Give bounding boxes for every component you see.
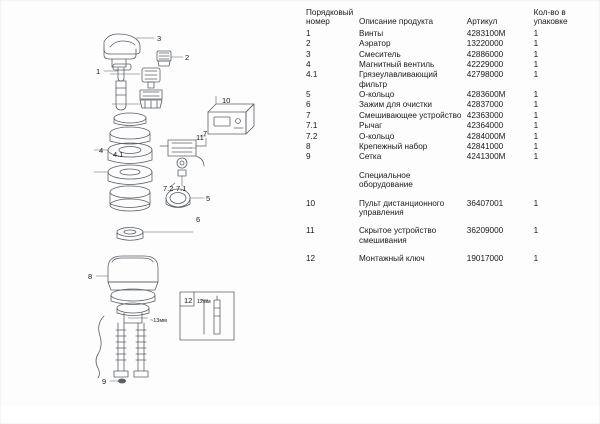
cell-no: 7: [306, 110, 311, 120]
cell-article: 42841000: [466, 141, 504, 151]
cell-no: 4: [306, 60, 311, 70]
table-row: [306, 131, 594, 141]
callout-4-1: 4.1: [113, 150, 124, 159]
cell-description: Скрытое устройство смешивания: [358, 226, 437, 245]
cell-qty: 1: [533, 198, 539, 208]
cell-article: 36407001: [466, 198, 504, 208]
cell-article: 42229000: [466, 60, 504, 70]
cell-no: 2: [306, 39, 311, 49]
cell-description: Зажим для очистки: [358, 100, 432, 110]
cell-article: 19017000: [466, 254, 504, 264]
cell-no: 1: [306, 28, 311, 38]
header-quantity: Кол-во в упаковке: [533, 8, 568, 27]
table-spacer: [306, 190, 594, 198]
callout-11: 11: [196, 133, 204, 142]
callout-3: 3: [157, 34, 162, 43]
cell-description: Пульт дистанционного управления: [358, 198, 445, 217]
cell-article: 13220000: [466, 39, 504, 49]
cell-description: Смеситель: [358, 49, 401, 59]
cell-no: 4.1: [306, 70, 318, 80]
cell-qty: 1: [533, 254, 539, 264]
cell-article: 36209000: [466, 226, 504, 236]
detail-box-notes: [150, 299, 211, 324]
part-washers-stack: [108, 113, 152, 211]
table-row: [306, 121, 594, 131]
cell-article: 42886000: [466, 49, 504, 59]
cell-no: 7.2: [306, 131, 318, 141]
cell-description: О-кольцо: [358, 131, 395, 141]
part-cleaning-clip: [117, 228, 143, 241]
cell-article: 4241300М: [466, 152, 506, 162]
part-remote-control: [208, 104, 254, 134]
callout-5: 5: [206, 194, 211, 203]
cell-qty: 1: [533, 49, 539, 59]
part-mesh-9: [118, 379, 126, 384]
table-row: [306, 28, 594, 38]
parts-table-container: [306, 8, 596, 264]
cell-qty: 1: [533, 121, 539, 131]
part-mixing-device: [160, 140, 206, 176]
cell-description: Смешивающее устройство: [358, 110, 462, 120]
cell-qty: 1: [533, 60, 539, 70]
cell-description: О-кольцо: [358, 90, 395, 100]
callout-9: 9: [102, 377, 107, 386]
table-row: [306, 60, 594, 70]
cell-qty: 1: [533, 110, 539, 120]
part-spout: [104, 34, 140, 67]
cell-qty: 1: [533, 141, 539, 151]
cell-no: 8: [306, 141, 311, 151]
table-row: [306, 198, 594, 218]
cell-no: 9: [306, 152, 311, 162]
part-faucet-body: [108, 256, 158, 323]
cell-description: Грязеулавливающий фильтр: [358, 70, 438, 89]
callout-7: 7: [203, 129, 208, 138]
table-spacer: [306, 245, 594, 253]
detail-note-b: ~13мм: [150, 318, 167, 324]
part-filter: [140, 100, 162, 108]
callout-7-1: 7.1: [176, 184, 187, 193]
callout-4: 4: [99, 146, 104, 155]
cell-qty: 1: [533, 39, 539, 49]
cell-description: Монтажный ключ: [358, 254, 425, 264]
cell-no: 3: [306, 49, 311, 59]
detail-note-a: 12мм: [197, 299, 211, 305]
cell-no: 6: [306, 100, 311, 110]
cell-article: 4283600М: [466, 90, 506, 100]
callout-labels: [88, 34, 230, 386]
cell-qty: 1: [533, 90, 539, 100]
callout-7-2: 7.2: [163, 184, 174, 193]
callout-12: 12: [184, 296, 193, 305]
page-bottom-margin: [0, 406, 600, 424]
cell-qty: 1: [533, 226, 539, 236]
cell-article: 42363000: [466, 110, 504, 120]
cell-no: 12: [306, 254, 316, 264]
table-row: [306, 141, 594, 151]
part-hoses: [96, 316, 148, 378]
callout-1: 1: [96, 67, 101, 76]
callout-8: 8: [88, 272, 93, 281]
header-order-number: Порядковый номер: [306, 8, 354, 27]
callout-10: 10: [222, 96, 231, 105]
part-magnet-valve: [140, 68, 162, 99]
table-row: [306, 110, 594, 120]
section-title-row: [306, 170, 594, 190]
cell-article: 4283100М: [466, 28, 506, 38]
cell-article: 42837000: [466, 100, 504, 110]
cell-article: 42798000: [466, 70, 504, 80]
cell-article: 42364000: [466, 121, 504, 131]
header-article: Артикул: [466, 17, 498, 27]
cell-no: 11: [306, 226, 315, 236]
table-row: [306, 49, 594, 59]
cell-qty: 1: [533, 70, 539, 80]
callout-6: 6: [196, 215, 201, 224]
cell-description: Сетка: [358, 152, 382, 162]
table-row: [306, 254, 594, 264]
table-spacer: [306, 218, 594, 226]
table-row: [306, 152, 594, 162]
table-row: [306, 70, 594, 90]
table-row: [306, 39, 594, 49]
table-row: [306, 226, 594, 246]
cell-description: Рычаг: [358, 121, 383, 131]
parts-table: [306, 8, 594, 264]
cell-qty: 1: [533, 131, 539, 141]
cell-description: Винты: [358, 28, 384, 38]
cell-qty: 1: [533, 100, 539, 110]
cell-qty: 1: [533, 152, 539, 162]
cell-description: Крепежный набор: [358, 141, 428, 151]
section-title: Специальное оборудование: [358, 170, 413, 190]
cell-description: Аэратор: [358, 39, 391, 49]
callout-2: 2: [185, 53, 190, 62]
cell-no: 5: [306, 90, 311, 100]
cell-no: 7.1: [306, 121, 318, 131]
cell-qty: 1: [533, 28, 539, 38]
table-spacer: [306, 162, 594, 170]
cell-no: 10: [306, 198, 316, 208]
header-description: Описание продукта: [358, 17, 434, 27]
cell-article: 4284000М: [466, 131, 506, 141]
part-aerator: [157, 51, 171, 66]
leader-lines: [94, 38, 216, 381]
cell-description: Магнитный вентиль: [358, 60, 435, 70]
table-row: [306, 100, 594, 110]
table-row: [306, 89, 594, 99]
